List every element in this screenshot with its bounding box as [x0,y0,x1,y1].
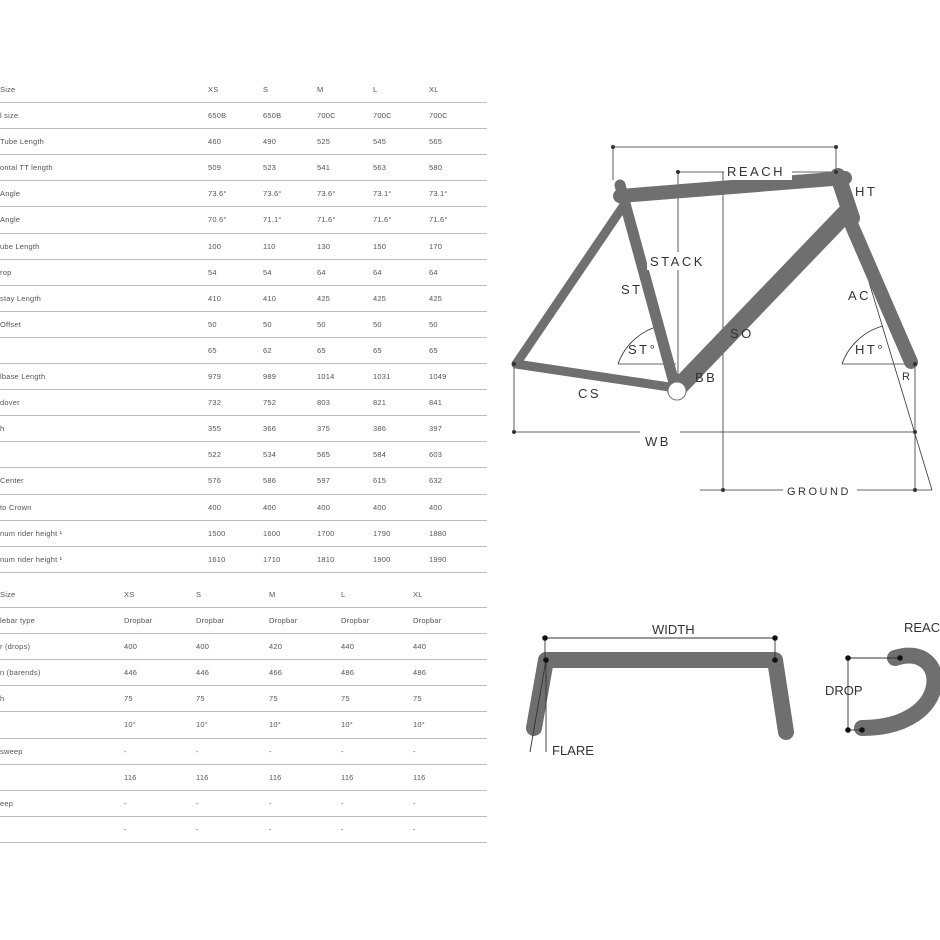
table-cell: 116 [413,772,426,782]
row-label: h [0,424,5,434]
table-cell: 75 [413,694,422,704]
table-cell: - [413,746,416,756]
table-cell: 440 [413,642,427,652]
table-cell: - [269,746,272,756]
table-cell: 1500 [208,528,226,538]
table-cell: 603 [429,450,443,460]
reach-label: REACH [727,164,786,179]
table-cell: Dropbar [269,616,298,626]
table-cell: 841 [429,398,443,408]
table-cell: 73.1° [373,189,392,199]
row-label: ube Length [0,241,40,251]
table-cell: 71.1° [263,215,282,225]
table-cell: 650B [208,111,227,121]
table-cell: 632 [429,476,443,486]
header-xl: XL [429,85,439,94]
table-cell: 54 [263,267,272,277]
table-cell: 10° [341,720,353,730]
table-cell: 1880 [429,528,447,538]
table-cell: 821 [373,398,387,408]
table-cell: 1810 [317,554,335,564]
table-cell: 65 [429,345,438,355]
table-cell: 584 [373,450,387,460]
drop-label: DROP [825,683,863,698]
table-cell: 1610 [208,554,226,564]
header-s: S [196,590,202,599]
table-cell: 597 [317,476,331,486]
row-label: rop [0,267,12,277]
row-label: n (barends) [0,668,41,678]
table-cell: 460 [208,137,222,147]
table-cell: 400 [317,502,331,512]
header-xl: XL [413,590,423,599]
table-cell: 509 [208,163,222,173]
table-cell: 116 [124,772,137,782]
row-label: stay Length [0,293,41,303]
table-cell: 130 [317,241,331,251]
row-label: Tube Length [0,137,45,147]
table-cell: 64 [317,267,326,277]
table-cell: 400 [208,502,222,512]
flare-label: FLARE [552,743,594,758]
table-cell: 110 [263,241,276,251]
table-cell: 386 [373,424,387,434]
table-cell: 732 [208,398,222,408]
table-cell: 10° [413,720,425,730]
table-cell: 64 [373,267,382,277]
table-cell: 71.6° [317,215,336,225]
row-label: num rider height ¹ [0,528,63,538]
standover-label: SO [730,326,754,341]
row-label: l size [0,111,19,121]
table-cell: 10° [269,720,281,730]
table-cell: 1014 [317,372,335,382]
table-cell: 1990 [429,554,447,564]
chainstay-label: CS [578,386,602,401]
table-cell: 116 [269,772,282,782]
table-cell: 50 [429,319,438,329]
row-label: h [0,694,5,704]
table-cell: Dropbar [413,616,442,626]
row-label: Offset [0,319,22,329]
header-s: S [263,85,269,94]
table-cell: 989 [263,372,277,382]
table-cell: 65 [208,345,217,355]
axle-to-crown-label: AC [848,288,872,303]
table-cell: 75 [269,694,278,704]
header-m: M [269,590,276,599]
ground-label: GROUND [787,486,851,498]
table-cell: 425 [317,293,331,303]
stack-label: STACK [650,254,705,269]
bottom-bracket-label: BB [695,370,718,385]
table-cell: 1049 [429,372,447,382]
handlebar-side-view [862,656,935,728]
table-cell: 1700 [317,528,335,538]
row-label: lebar type [0,616,35,626]
table-cell: 170 [429,241,443,251]
seat-tube-label: ST [621,282,643,297]
table-cell: 752 [263,398,277,408]
table-cell: 486 [413,668,427,678]
head-tube-angle-label: HT° [855,342,886,357]
table-cell: 73.1° [429,189,448,199]
table-cell: - [269,824,272,834]
table-cell: 586 [263,476,277,486]
table-cell: 355 [208,424,222,434]
table-cell: 150 [373,241,387,251]
table-cell: 366 [263,424,277,434]
table-cell: 400 [373,502,387,512]
rake-label: R [902,371,910,383]
table-cell: 71.6° [429,215,448,225]
table-cell: 116 [341,772,354,782]
row-label: r (drops) [0,642,31,652]
table-cell: 650B [263,111,282,121]
header-m: M [317,85,324,94]
table-cell: 979 [208,372,222,382]
row-label: dover [0,398,20,408]
table-cell: 425 [373,293,387,303]
table-cell: - [124,824,127,834]
row-label: ontal TT length [0,163,53,173]
table-cell: 1710 [263,554,281,564]
table-cell: 580 [429,163,443,173]
table-cell: - [196,798,199,808]
table-cell: 446 [196,668,210,678]
table-cell: 400 [124,642,138,652]
table-cell: 71.6° [373,215,392,225]
table-cell: 576 [208,476,222,486]
table-cell: 523 [263,163,277,173]
table-cell: - [196,824,199,834]
table-cell: 50 [373,319,382,329]
table-cell: 397 [429,424,443,434]
header-size: Size [0,590,16,599]
table-cell: 1600 [263,528,281,538]
row-label: Center [0,476,24,486]
row-label: Angle [0,189,21,199]
row-label: to Crown [0,502,32,512]
table-cell: 565 [317,450,331,460]
table-cell: 100 [208,241,222,251]
table-cell: 75 [124,694,133,704]
table-cell: 116 [196,772,209,782]
table-cell: 65 [373,345,382,355]
header-xs: XS [208,85,219,94]
row-label: sweep [0,746,23,756]
row-label: num rider height ¹ [0,554,63,564]
table-cell: 62 [263,345,272,355]
table-cell: - [341,824,344,834]
table-cell: 541 [317,163,331,173]
table-cell: 425 [429,293,443,303]
table-cell: 375 [317,424,331,434]
row-label: Angle [0,215,21,225]
table-cell: 1031 [373,372,391,382]
table-cell: 10° [124,720,136,730]
table-cell: 466 [269,668,283,678]
table-cell: 446 [124,668,138,678]
table-cell: 420 [269,642,283,652]
table-cell: 400 [429,502,443,512]
table-cell: 75 [341,694,350,704]
header-l: L [341,590,346,599]
table-cell: 534 [263,450,277,460]
table-cell: - [124,798,127,808]
table-cell: 75 [196,694,205,704]
table-cell: 1790 [373,528,391,538]
table-cell: 410 [208,293,222,303]
table-cell: Dropbar [124,616,153,626]
table-cell: 65 [317,345,326,355]
row-label: lbase Length [0,372,46,382]
table-cell: 410 [263,293,277,303]
table-cell: 545 [373,137,387,147]
table-cell: Dropbar [341,616,370,626]
table-cell: 70.6° [208,215,227,225]
table-cell: 522 [208,450,222,460]
table-cell: 50 [317,319,326,329]
table-cell: 10° [196,720,208,730]
header-size: Size [0,85,16,94]
table-cell: 563 [373,163,387,173]
table-cell: 73.6° [208,189,227,199]
table-cell: 73.6° [317,189,336,199]
table-cell: 700C [317,111,336,121]
table-cell: - [341,798,344,808]
table-cell: 64 [429,267,438,277]
table-cell: 803 [317,398,331,408]
table-cell: 54 [208,267,217,277]
bar-reach-label: REAC [904,620,940,635]
table-cell: 440 [341,642,355,652]
header-l: L [373,85,378,94]
table-cell: - [196,746,199,756]
table-cell: 50 [208,319,217,329]
table-cell: 400 [263,502,277,512]
table-cell: 700C [429,111,448,121]
wheelbase-label: WB [645,434,671,449]
table-cell: 565 [429,137,443,147]
table-cell: - [341,746,344,756]
head-tube-label: HT [855,184,878,199]
table-cell: - [413,824,416,834]
table-cell: - [124,746,127,756]
table-cell: 490 [263,137,277,147]
table-cell: Dropbar [196,616,225,626]
table-cell: - [269,798,272,808]
table-cell: 73.6° [263,189,282,199]
table-cell: 525 [317,137,331,147]
width-label: WIDTH [652,622,695,637]
table-cell: 1900 [373,554,391,564]
table-cell: - [413,798,416,808]
header-xs: XS [124,590,135,599]
handlebar-front-view [546,660,786,732]
table-cell: 700C [373,111,392,121]
table-cell: 615 [373,476,387,486]
table-cell: 50 [263,319,272,329]
seat-tube-angle-label: ST° [628,342,658,357]
table-cell: 400 [196,642,210,652]
row-label: eep [0,798,14,808]
table-cell: 486 [341,668,355,678]
